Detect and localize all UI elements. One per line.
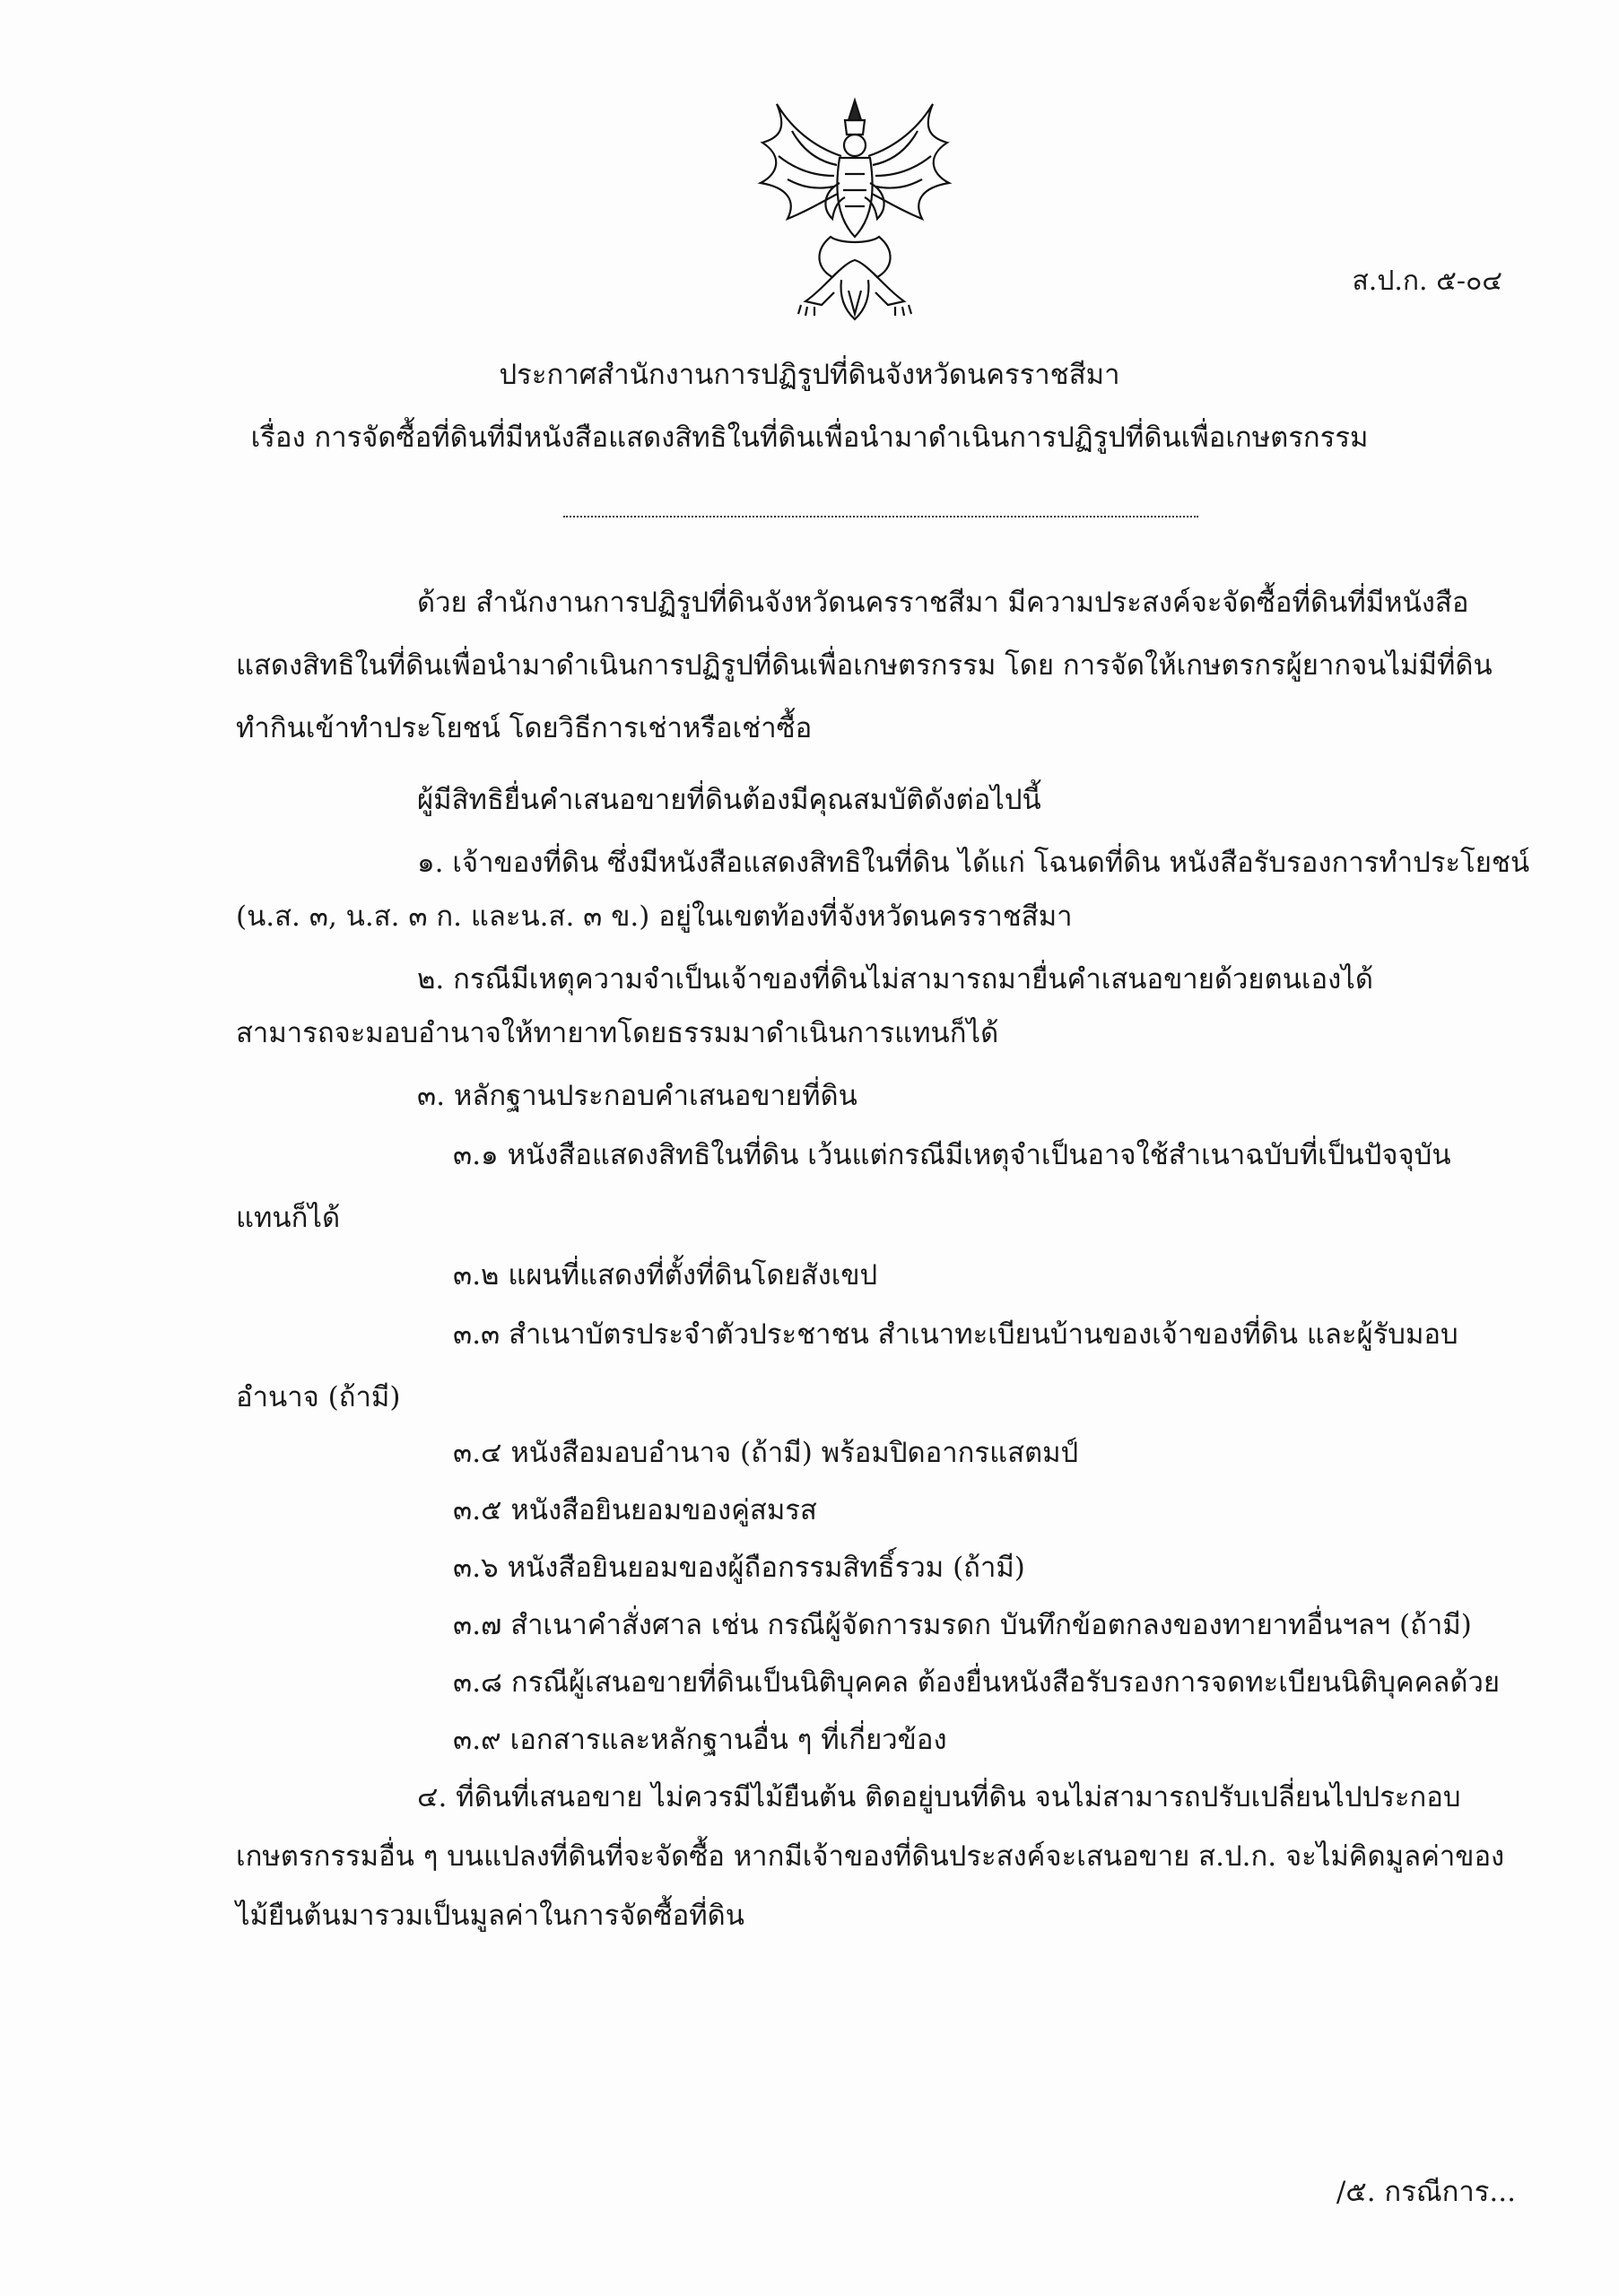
intro-line-2: แสดงสิทธิในที่ดินเพื่อนำมาดำเนินการปฏิรูปที่ดินเพื่อเกษตรกรรม โดย การจัดให้เกษตรกรผู้ยากจนไม่มีที่ดิน [236, 649, 1493, 682]
item-2-line-1: ๒. กรณีมีเหตุความจำเป็นเจ้าของที่ดินไม่สามารถมายื่นคำเสนอขายด้วยตนเองได้ [417, 963, 1373, 996]
item-3-3-line-2: อำนาจ (ถ้ามี) [236, 1381, 401, 1413]
qualifications-heading: ผู้มีสิทธิยื่นคำเสนอขายที่ดินต้องมีคุณสมบัติดังต่อไปนี้ [417, 784, 1041, 816]
dotted-separator [563, 516, 1198, 517]
item-3-heading: ๓. หลักฐานประกอบคำเสนอขายที่ดิน [417, 1080, 857, 1112]
item-2-line-2: สามารถจะมอบอำนาจให้ทายาทโดยธรรมมาดำเนินการแทนก็ได้ [236, 1017, 999, 1049]
form-code: ส.ป.ก. ๕-๐๔ [1352, 265, 1502, 297]
item-4-line-2: เกษตรกรรมอื่น ๆ บนแปลงที่ดินที่จะจัดซื้อ หากมีเจ้าของที่ดินประสงค์จะเสนอขาย ส.ป.ก. จะไม่คิดมูลค่าของ [236, 1840, 1505, 1873]
intro-line-1: ด้วย สำนักงานการปฏิรูปที่ดินจังหวัดนครราชสีมา มีความประสงค์จะจัดซื้อที่ดินที่มีหนังสือ [417, 587, 1469, 619]
title-line-1: ประกาศสำนักงานการปฏิรูปที่ดินจังหวัดนครราชสีมา [499, 359, 1120, 391]
title-line-2: เรื่อง การจัดซื้อที่ดินที่มีหนังสือแสดงสิทธิในที่ดินเพื่อนำมาดำเนินการปฏิรูปที่ดินเพื่อเกษตรกรรม [250, 422, 1369, 454]
item-3-2: ๓.๒ แผนที่แสดงที่ตั้งที่ดินโดยสังเขป [453, 1259, 878, 1292]
garuda-emblem-icon [752, 93, 958, 326]
item-4-line-1: ๔. ที่ดินที่เสนอขาย ไม่ควรมีไม้ยืนต้น ติดอยู่บนที่ดิน จนไม่สามารถปรับเปลี่ยนไปประกอบ [417, 1781, 1461, 1813]
item-3-7: ๓.๗ สำเนาคำสั่งศาล เช่น กรณีผู้จัดการมรดก บันทึกข้อตกลงของทายาทอื่นฯลฯ (ถ้ามี) [453, 1609, 1472, 1641]
item-3-4: ๓.๔ หนังสือมอบอำนาจ (ถ้ามี) พร้อมปิดอากรแสตมป์ [453, 1437, 1079, 1469]
continuation-note: /๕. กรณีการ... [1336, 2176, 1516, 2208]
item-3-9: ๓.๙ เอกสารและหลักฐานอื่น ๆ ที่เกี่ยวข้อง [453, 1724, 947, 1756]
intro-line-3: ทำกินเข้าทำประโยชน์ โดยวิธีการเช่าหรือเช่าซื้อ [236, 712, 813, 744]
item-3-1-line-1: ๓.๑ หนังสือแสดงสิทธิในที่ดิน เว้นแต่กรณีมีเหตุจำเป็นอาจใช้สำเนาฉบับที่เป็นปัจจุบัน [453, 1139, 1451, 1171]
item-3-1-line-2: แทนก็ได้ [236, 1202, 341, 1234]
item-3-3-line-1: ๓.๓ สำเนาบัตรประจำตัวประชาชน สำเนาทะเบียนบ้านของเจ้าของที่ดิน และผู้รับมอบ [453, 1318, 1458, 1351]
item-3-5: ๓.๕ หนังสือยินยอมของคู่สมรส [453, 1494, 817, 1526]
item-1-line-2: (น.ส. ๓, น.ส. ๓ ก. และน.ส. ๓ ข.) อยู่ในเขตท้องที่จังหวัดนครราชสีมา [236, 900, 1073, 933]
item-3-6: ๓.๖ หนังสือยินยอมของผู้ถือกรรมสิทธิ์รวม (ถ้ามี) [453, 1552, 1025, 1584]
item-4-line-3: ไม้ยืนต้นมารวมเป็นมูลค่าในการจัดซื้อที่ดิน [236, 1900, 744, 1932]
item-1-line-1: ๑. เจ้าของที่ดิน ซึ่งมีหนังสือแสดงสิทธิในที่ดิน ได้แก่ โฉนดที่ดิน หนังสือรับรองการทำประโยชน์ [417, 847, 1530, 879]
item-3-8: ๓.๘ กรณีผู้เสนอขายที่ดินเป็นนิติบุคคล ต้องยื่นหนังสือรับรองการจดทะเบียนนิติบุคคลด้วย [453, 1666, 1501, 1699]
